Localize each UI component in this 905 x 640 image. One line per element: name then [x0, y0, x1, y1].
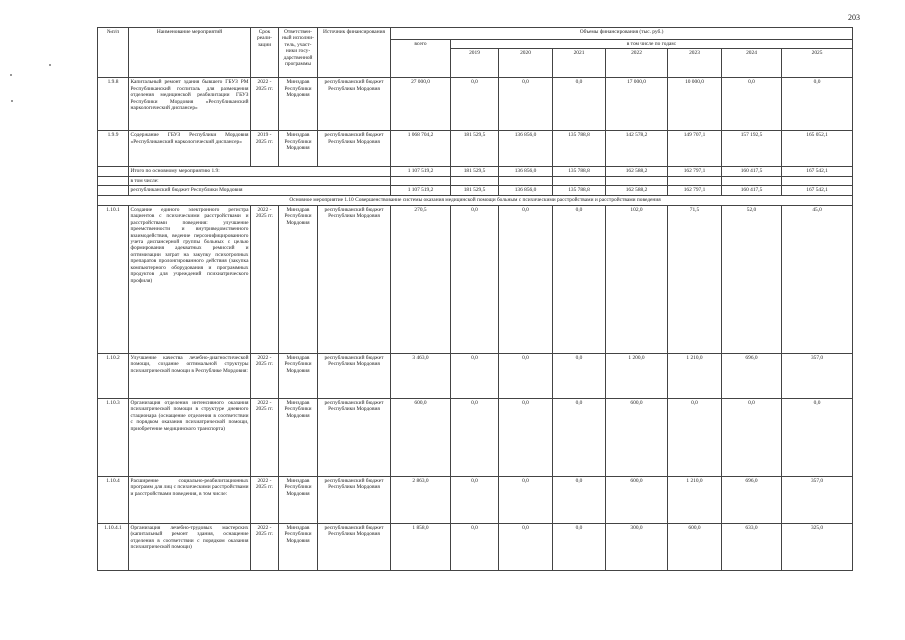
table-row: [98, 78, 853, 131]
row-year-value: 0,0: [553, 399, 606, 477]
row-year-value: 1 210,0: [668, 354, 722, 399]
total-year-value: 162 588,2: [606, 167, 668, 176]
row-total: 3 463,0: [391, 354, 451, 399]
row-total: 1 858,0: [391, 524, 451, 571]
row-year-value: 0,0: [499, 78, 553, 131]
row-year-value: 325,0: [782, 524, 853, 571]
table-header: [98, 28, 853, 78]
row-term: 2022 - 2025 гг.: [251, 354, 279, 399]
row-source: республиканский бюджет Республики Мордовия: [318, 78, 391, 131]
total-year-value: 181 529,5: [451, 167, 499, 176]
header-source: Источник финансирования: [318, 28, 391, 78]
row-year-value: 135 788,8: [553, 131, 606, 167]
total-value: 1 107 519,2: [391, 186, 451, 195]
header-year-2021: 2021: [553, 49, 606, 78]
row-year-value: 600,0: [606, 477, 668, 524]
total-year-value: 135 788,8: [553, 186, 606, 195]
total-year-value: [722, 176, 782, 185]
row-year-value: 696,0: [722, 477, 782, 524]
total-year-value: 181 529,5: [451, 186, 499, 195]
row-year-value: 0,0: [668, 399, 722, 477]
total-empty: [98, 176, 129, 185]
row-total: 600,0: [391, 399, 451, 477]
scan-speck: [49, 64, 51, 66]
row-year-value: 10 000,0: [668, 78, 722, 131]
row-year-value: 0,0: [451, 354, 499, 399]
row-name: Содержание ГБУЗ Республики Мордовия «Республиканский наркологический диспансер»: [129, 131, 251, 167]
row-year-value: 17 000,0: [606, 78, 668, 131]
row-year-value: 0,0: [499, 399, 553, 477]
total-row: [98, 167, 853, 176]
row-year-value: 0,0: [451, 399, 499, 477]
total-year-value: 136 856,0: [499, 186, 553, 195]
table-row: [98, 524, 853, 571]
row-total: 27 000,0: [391, 78, 451, 131]
row-responsible: Минздрав Республики Мордовия: [279, 206, 318, 354]
header-num: №п/п: [98, 28, 129, 78]
header-year-2019: 2019: [451, 49, 499, 78]
total-year-value: [553, 176, 606, 185]
section-title: Основное мероприятие 1.10 Совершенствование системы оказания медицинской помощи больным с психическими расстройствами и расстройствами поведения: [98, 195, 853, 205]
row-year-value: 0,0: [553, 477, 606, 524]
header-by-year: в том числе по годам:: [451, 40, 853, 49]
total-value: [391, 176, 451, 185]
row-year-value: 0,0: [722, 78, 782, 131]
row-name: Организация отделения интенсивного оказания психиатрической помощи в структуре дневного стационара (оснащение отделения в соответствии с порядком оказания психиатрической помощи, приобретение медицинского транспорта): [129, 399, 251, 477]
row-term: 2022 - 2025 гг.: [251, 524, 279, 571]
row-source: республиканский бюджет Республики Мордовия: [318, 354, 391, 399]
total-year-value: [451, 176, 499, 185]
row-year-value: 0,0: [499, 206, 553, 354]
total-year-value: 136 856,0: [499, 167, 553, 176]
page-number: 203: [848, 13, 860, 22]
total-label: Итого по основному мероприятию 1.9:: [129, 167, 391, 176]
row-year-value: 0,0: [499, 524, 553, 571]
row-year-value: 357,0: [782, 477, 853, 524]
row-total: 270,5: [391, 206, 451, 354]
section-row: [98, 195, 853, 205]
row-year-value: 0,0: [722, 399, 782, 477]
row-responsible: Минздрав Республики Мордовия: [279, 78, 318, 131]
row-name: Расширение социально-реабилитационных программ для лиц с психическими расстройствами и расстройствами поведения, в том числе:: [129, 477, 251, 524]
row-year-value: 300,0: [606, 524, 668, 571]
row-year-value: 1 200,0: [606, 354, 668, 399]
header-term: Срок реали-зации: [251, 28, 279, 78]
row-year-value: 0,0: [553, 206, 606, 354]
row-year-value: 181 529,5: [451, 131, 499, 167]
row-year-value: 633,0: [722, 524, 782, 571]
header-responsible: Ответствен-ный исполни-тель, участ-ники госу-дарственной программы: [279, 28, 318, 78]
row-year-value: 600,0: [606, 399, 668, 477]
row-source: республиканский бюджет Республики Мордовия: [318, 206, 391, 354]
row-year-value: 157 192,5: [722, 131, 782, 167]
total-year-value: 162 797,1: [668, 167, 722, 176]
header-year-2023: 2023: [668, 49, 722, 78]
total-year-value: 167 542,1: [782, 167, 853, 176]
row-year-value: 102,0: [606, 206, 668, 354]
header-year-2022: 2022: [606, 49, 668, 78]
row-responsible: Минздрав Республики Мордовия: [279, 354, 318, 399]
row-name: Создание единого электронного регистра пациентов с психическими расстройствами и расстройствами поведения: улучшение преемственности и внутриведомственного взаимодействия, ведение персонифицированного учета диспансерной группы больных с целью формирования адекватных ремиссий и оптимизации затрат на закупку психотропных препаратов пролонгированного действия (закупка компьютерного оборудования и программных продуктов для учреждений психиатрического профиля): [129, 206, 251, 354]
row-year-value: 136 856,0: [499, 131, 553, 167]
total-year-value: [606, 176, 668, 185]
scan-speck: [10, 74, 12, 76]
row-term: 2022 - 2025 гг.: [251, 477, 279, 524]
total-year-value: 162 588,2: [606, 186, 668, 195]
row-year-value: 0,0: [451, 477, 499, 524]
header-year-2025: 2025: [782, 49, 853, 78]
table-row: [98, 206, 853, 354]
total-row: [98, 176, 853, 185]
header-total: всего: [391, 40, 451, 78]
row-year-value: 1 210,0: [668, 477, 722, 524]
total-value: 1 107 519,2: [391, 167, 451, 176]
row-year-value: 52,0: [722, 206, 782, 354]
table-row: [98, 399, 853, 477]
row-term: 2022 - 2025 гг.: [251, 78, 279, 131]
row-name: Улучшение качества лечебно-диагностической помощи, создание оптимальной структуры психиатрической помощи в Республике Мордовия:: [129, 354, 251, 399]
header-year-2020: 2020: [499, 49, 553, 78]
row-responsible: Минздрав Республики Мордовия: [279, 477, 318, 524]
total-year-value: [668, 176, 722, 185]
row-year-value: 0,0: [451, 78, 499, 131]
total-year-value: 162 797,1: [668, 186, 722, 195]
total-row: [98, 186, 853, 195]
row-term: 2019 - 2025 гг.: [251, 131, 279, 167]
header-name: Наименование мероприятий: [129, 28, 251, 78]
row-name: Организация лечебно-трудовых мастерских (капитальный ремонт здания, оснащение отделения в соответствии с порядком оказания психиатрической помощи): [129, 524, 251, 571]
row-source: республиканский бюджет Республики Мордовия: [318, 399, 391, 477]
row-responsible: Минздрав Республики Мордовия: [279, 399, 318, 477]
row-number: 1.9.9: [98, 131, 129, 167]
header-year-2024: 2024: [722, 49, 782, 78]
total-year-value: 160 417,5: [722, 167, 782, 176]
row-number: 1.10.1: [98, 206, 129, 354]
header-funding-title: Объемы финансирования (тыс. руб.): [391, 28, 853, 40]
row-year-value: 357,0: [782, 354, 853, 399]
row-source: республиканский бюджет Республики Мордовия: [318, 477, 391, 524]
row-year-value: 0,0: [782, 399, 853, 477]
row-number: 1.10.4: [98, 477, 129, 524]
row-source: республиканский бюджет Республики Мордовия: [318, 131, 391, 167]
row-year-value: 696,0: [722, 354, 782, 399]
row-year-value: 0,0: [451, 206, 499, 354]
row-year-value: 0,0: [553, 78, 606, 131]
table-row: [98, 477, 853, 524]
row-number: 1.10.3: [98, 399, 129, 477]
row-name: Капитальный ремонт здания бывшего ГБУЗ РМ Республиканский госпиталь для размещения отделения медицинской реабилитации ГБУЗ Республики Мордовия «Республиканский наркологический диспансер»: [129, 78, 251, 131]
total-year-value: 135 788,8: [553, 167, 606, 176]
row-number: 1.10.2: [98, 354, 129, 399]
total-empty: [98, 167, 129, 176]
total-empty: [98, 186, 129, 195]
row-source: республиканский бюджет Республики Мордовия: [318, 524, 391, 571]
row-year-value: 0,0: [499, 477, 553, 524]
row-year-value: 0,0: [553, 354, 606, 399]
row-year-value: 0,0: [553, 524, 606, 571]
table-body: [98, 78, 853, 571]
row-term: 2022 - 2025 гг.: [251, 206, 279, 354]
row-year-value: 149 707,1: [668, 131, 722, 167]
row-year-value: 45,0: [782, 206, 853, 354]
row-responsible: Минздрав Республики Мордовия: [279, 524, 318, 571]
funding-table: [97, 27, 853, 571]
row-responsible: Минздрав Республики Мордовия: [279, 131, 318, 167]
row-number: 1.10.4.1: [98, 524, 129, 571]
row-year-value: 0,0: [451, 524, 499, 571]
row-year-value: 142 578,2: [606, 131, 668, 167]
total-label: республиканский бюджет Республики Мордовия: [129, 186, 391, 195]
total-year-value: 167 542,1: [782, 186, 853, 195]
row-total: 2 863,0: [391, 477, 451, 524]
table-row: [98, 354, 853, 399]
total-year-value: 160 417,5: [722, 186, 782, 195]
row-term: 2022 - 2025 гг.: [251, 399, 279, 477]
row-year-value: 71,5: [668, 206, 722, 354]
row-year-value: 0,0: [782, 78, 853, 131]
row-year-value: 600,0: [668, 524, 722, 571]
row-total: 1 068 704,2: [391, 131, 451, 167]
total-year-value: [499, 176, 553, 185]
row-year-value: 0,0: [499, 354, 553, 399]
scan-speck: [11, 100, 13, 102]
row-year-value: 165 052,1: [782, 131, 853, 167]
total-year-value: [782, 176, 853, 185]
total-label: в том числе:: [129, 176, 391, 185]
row-number: 1.9.8: [98, 78, 129, 131]
table-row: [98, 131, 853, 167]
